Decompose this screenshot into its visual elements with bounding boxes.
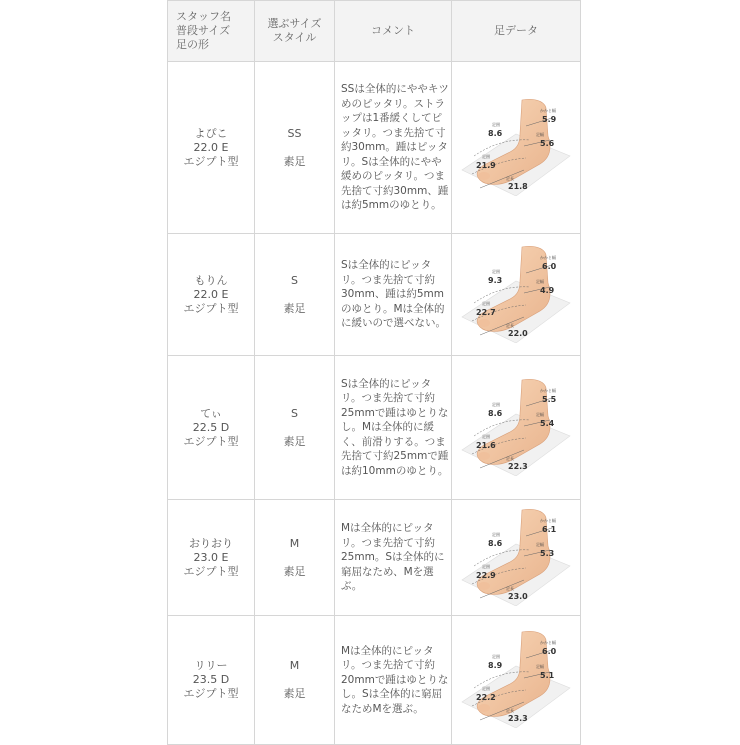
staff-cell — [168, 356, 255, 500]
instep-value: 9.3 — [488, 275, 503, 285]
table-row — [168, 356, 581, 500]
staff-foot-shape: エジプト型 — [183, 301, 239, 315]
instep-label: 足囲 — [492, 401, 500, 407]
instep-label: 足囲 — [492, 654, 500, 659]
heel-width-label: かかと幅 — [540, 387, 556, 393]
heel-width-label: かかと幅 — [540, 517, 556, 523]
ball-label: 足囲 — [482, 153, 490, 159]
size-cell — [255, 616, 335, 745]
heel-width-value: 5.9 — [542, 114, 557, 124]
header-foot-data: 足データ — [452, 1, 581, 62]
table-row — [168, 62, 581, 234]
staff-foot-shape: エジプト型 — [183, 154, 239, 168]
comment-cell: SSは全体的にややキツめのピッタリ。ストラップは1番緩くしてピッタリ。つま先捨て寸約30mm。踵はピッタリ。Sは全体的にやや緩めのピッタリ。つま先捨て寸約30mm、踵は約5mmのゆとり。 — [335, 62, 452, 234]
instep-label: 足囲 — [492, 268, 500, 274]
toe-shape — [478, 582, 490, 590]
staff-cell — [168, 234, 255, 356]
style-label: 素足 — [283, 434, 306, 448]
comment-cell: Mは全体的にピッタリ。つま先捨て寸約20mmで踵はゆとりなし。Sは全体的に窮屈なためMを選ぶ。 — [335, 616, 452, 745]
foot-width-label: 足幅 — [536, 131, 544, 137]
header-staff-name: スタッフ名 — [176, 10, 231, 23]
foot-width-label: 足幅 — [536, 411, 544, 417]
length-label: 足長 — [506, 585, 514, 591]
staff-cell — [168, 62, 255, 234]
header-usual-size: 普段サイズ — [176, 24, 231, 37]
ball-label: 足囲 — [482, 563, 490, 569]
foot-data-cell — [452, 616, 581, 745]
staff-usual-size: 22.0 E — [193, 287, 229, 301]
toe-shape — [478, 319, 490, 327]
staff-name: よぴこ — [194, 126, 228, 140]
foot-diagram — [460, 628, 572, 728]
foot-width-label: 足幅 — [536, 541, 544, 547]
fit-table — [167, 0, 581, 745]
ball-value: 21.6 — [476, 440, 496, 450]
heel-width-label: かかと幅 — [540, 254, 556, 260]
foot-data-cell — [452, 500, 581, 616]
staff-name: もりん — [194, 273, 228, 287]
comment-cell: Sは全体的にピッタリ。つま先捨て寸約30mm、踵は約5mmのゆとり。Mは全体的に緩いので選べない。 — [335, 234, 452, 356]
foot-width-value: 5.6 — [540, 138, 555, 148]
ball-label: 足囲 — [482, 686, 490, 691]
foot-diagram — [460, 376, 572, 476]
chosen-size: M — [289, 659, 300, 672]
instep-value: 8.6 — [488, 408, 503, 418]
foot-width-value: 5.4 — [540, 418, 555, 428]
toe-shape — [478, 452, 490, 460]
staff-name: リリー — [194, 659, 228, 672]
instep-value: 8.6 — [488, 128, 503, 138]
instep-value: 8.6 — [488, 538, 503, 548]
staff-usual-size: 22.5 D — [192, 420, 230, 434]
heel-width-value: 6.0 — [542, 261, 557, 271]
comment-cell: Sは全体的にピッタリ。つま先捨て寸約25mmで踵はゆとりなし。Mは全体的に緩く、前滑りする。つま先捨て寸約25mmで踵は約10mmのゆとり。 — [335, 356, 452, 500]
instep-value: 8.9 — [488, 661, 503, 670]
table-row — [168, 234, 581, 356]
heel-width-value: 6.1 — [542, 524, 557, 534]
foot-data-cell — [452, 234, 581, 356]
foot-data-cell — [452, 62, 581, 234]
length-label: 足長 — [506, 175, 514, 181]
foot-width-value: 5.1 — [540, 671, 555, 680]
ball-value: 22.2 — [476, 693, 496, 702]
length-value: 22.0 — [508, 328, 528, 338]
header-comment: コメント — [335, 1, 452, 62]
foot-width-label: 足幅 — [536, 278, 544, 284]
foot-data-cell — [452, 356, 581, 500]
heel-width-label: かかと幅 — [540, 640, 556, 645]
header-foot-shape: 足の形 — [176, 38, 209, 51]
size-cell — [255, 62, 335, 234]
foot-diagram — [460, 243, 572, 343]
toe-shape — [478, 172, 490, 180]
header-style: スタイル — [272, 31, 317, 44]
size-cell — [255, 500, 335, 616]
header-chosen-size: 選ぶサイズ — [267, 17, 322, 30]
length-value: 23.3 — [508, 714, 528, 723]
header-size — [255, 1, 335, 62]
staff-usual-size: 23.5 D — [192, 673, 230, 686]
ball-label: 足囲 — [482, 433, 490, 439]
heel-width-value: 6.0 — [542, 647, 557, 656]
heel-width-label: かかと幅 — [540, 107, 556, 113]
style-label: 素足 — [283, 154, 306, 168]
staff-name: おりおり — [189, 536, 233, 550]
staff-usual-size: 22.0 E — [193, 140, 229, 154]
staff-foot-shape: エジプト型 — [183, 434, 239, 448]
table-row — [168, 616, 581, 745]
foot-diagram — [460, 96, 572, 196]
length-value: 21.8 — [508, 181, 528, 191]
header-staff — [168, 1, 255, 62]
staff-foot-shape: エジプト型 — [183, 687, 239, 700]
instep-label: 足囲 — [492, 121, 500, 127]
length-value: 22.3 — [508, 461, 528, 471]
size-cell — [255, 356, 335, 500]
foot-width-label: 足幅 — [536, 664, 544, 669]
style-label: 素足 — [283, 564, 306, 578]
staff-foot-shape: エジプト型 — [183, 564, 239, 578]
chosen-size: SS — [287, 126, 302, 140]
staff-usual-size: 23.0 E — [193, 550, 229, 564]
foot-width-value: 5.3 — [540, 548, 555, 558]
size-cell — [255, 234, 335, 356]
staff-cell — [168, 500, 255, 616]
comment-cell: Mは全体的にピッタリ。つま先捨て寸約25mm。Sは全体的に窮屈なため、Mを選ぶ。 — [335, 500, 452, 616]
ball-value: 22.9 — [476, 570, 496, 580]
foot-diagram — [460, 506, 572, 606]
staff-cell — [168, 616, 255, 745]
ball-label: 足囲 — [482, 300, 490, 306]
chosen-size: S — [291, 406, 298, 420]
header-row — [168, 1, 581, 62]
chosen-size: M — [289, 536, 300, 550]
staff-name: てぃ — [200, 406, 222, 420]
chosen-size: S — [291, 273, 298, 287]
length-label: 足長 — [506, 322, 514, 328]
length-label: 足長 — [506, 708, 514, 713]
heel-width-value: 5.5 — [542, 394, 557, 404]
foot-width-value: 4.9 — [540, 285, 555, 295]
style-label: 素足 — [283, 687, 306, 700]
ball-value: 22.7 — [476, 307, 496, 317]
toe-shape — [478, 704, 490, 712]
length-label: 足長 — [506, 455, 514, 461]
instep-label: 足囲 — [492, 531, 500, 537]
length-value: 23.0 — [508, 591, 528, 601]
style-label: 素足 — [283, 301, 306, 315]
table-row — [168, 500, 581, 616]
ball-value: 21.9 — [476, 160, 496, 170]
